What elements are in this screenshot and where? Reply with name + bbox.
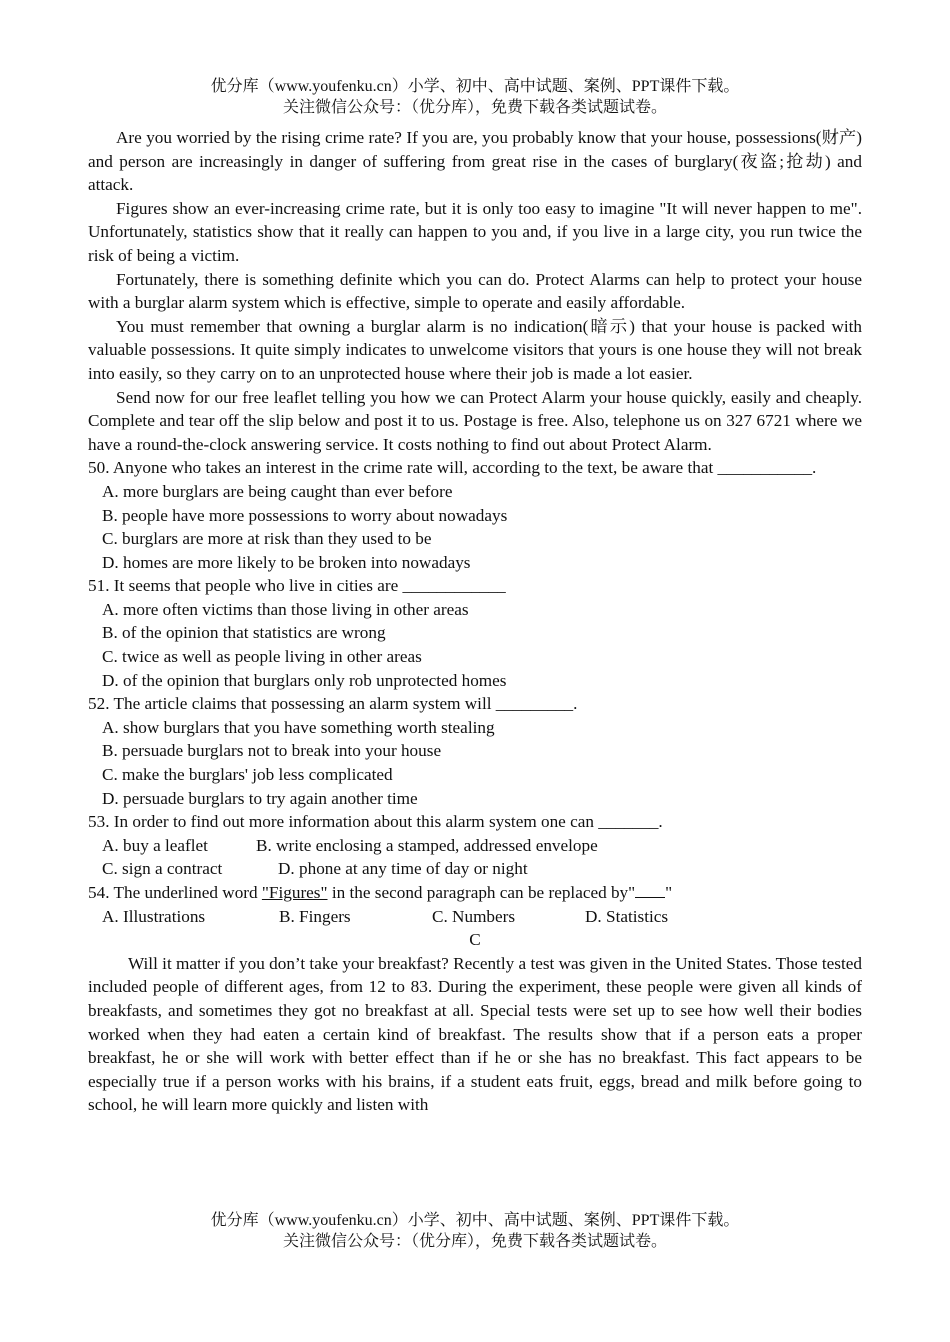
passage-paragraph-3: Fortunately, there is something definite which you can do. Protect Alarms can help to protect your house with a burglar alarm system which is effective, simple to operate and easily affordable. xyxy=(88,269,862,313)
passage-paragraph-4: You must remember that owning a burglar alarm is no indication(暗示) that your house is packed with valuable possessions. It quite simply indicates to unwelcome visitors that yours is one house they will not break into easily, so they carry on to an unprotected house where their job is made a lot easier. xyxy=(88,316,862,383)
passage-paragraph-5: Send now for our free leaflet telling you how we can Protect Alarm your house quickly, easily and cheaply. Complete and tear off the slip below and post it to us. Postage is free. Also, telephone us on 327 6721 where we have a round-the-clock answering service. It costs nothing to find out about Protect Alarm. xyxy=(88,387,862,454)
question-53-options-row-1 xyxy=(88,834,862,858)
question-52-stem: 52. The article claims that possessing an alarm system will _________. xyxy=(88,694,578,714)
passage-paragraph-1: Are you worried by the rising crime rate? If you are, you probably know that your house, possessions(财产) and person are increasingly in danger of suffering from great rise in the cases of burglary(夜盗;抢劫) and attack. xyxy=(88,128,862,195)
question-54-options-row xyxy=(88,905,862,929)
question-53-stem: 53. In order to find out more information about this alarm system one can _______. xyxy=(88,812,663,832)
question-52-option-c: C. make the burglars' job less complicated xyxy=(102,765,393,785)
question-51-option-d: D. of the opinion that burglars only rob unprotected homes xyxy=(102,670,507,690)
question-50-option-c: C. burglars are more at risk than they used to be xyxy=(102,529,432,549)
question-51-stem: 51. It seems that people who live in cities are ____________ xyxy=(88,576,506,596)
question-53-option-a: A. buy a leaflet xyxy=(102,835,208,855)
question-50-option-d: D. homes are more likely to be broken into nowadays xyxy=(102,552,471,572)
section-c-heading: C xyxy=(469,930,481,950)
question-54-option-a: A. Illustrations xyxy=(102,906,206,926)
answer-blank xyxy=(635,881,665,898)
question-53-option-d: D. phone at any time of day or night xyxy=(278,859,528,879)
footer-line-2: 关注微信公众号：（优分库），免费下载各类试题试卷。 xyxy=(282,1233,667,1250)
question-51-option-a: A. more often victims than those living in other areas xyxy=(102,599,469,619)
document-body xyxy=(88,126,862,1117)
question-53-options-row-2 xyxy=(88,857,862,881)
question-51-option-c: C. twice as well as people living in other areas xyxy=(102,647,422,667)
header-line-2: 关注微信公众号：（优分库），免费下载各类试题试卷。 xyxy=(282,99,667,116)
footer-line-1: 优分库（www.youfenku.cn）小学、初中、高中试题、案例、PPT课件下载。 xyxy=(210,1212,740,1229)
page-header xyxy=(0,76,950,118)
question-54-option-c: C. Numbers xyxy=(432,906,516,926)
section-c-paragraph: Will it matter if you don’t take your breakfast? Recently a test was given in the United States. Those tested included people of different ages, from 12 to 83. During the experiment, these people were given all kinds of breakfasts, and sometimes they got no breakfast at all. Special tests were set up to see how well their bodies worked when they had eaten a certain kind of breakfast. The results show that if a person eats a proper breakfast, he or she will work with better effect than if he or she has no breakfast. This fact appears to be especially true if a person works with his brains, if a student eats fruit, eggs, bread and milk before going to school, he will learn more quickly and listen with xyxy=(88,953,862,1115)
question-54-option-d: D. Statistics xyxy=(585,906,669,926)
question-51-option-b: B. of the opinion that statistics are wrong xyxy=(102,623,386,643)
question-50-option-a: A. more burglars are being caught than ever before xyxy=(102,481,453,501)
question-54-underlined-word: "Figures" xyxy=(261,883,328,902)
question-54-option-b: B. Fingers xyxy=(279,906,351,926)
question-54-stem-before: 54. The underlined word xyxy=(88,883,262,902)
question-52-option-d: D. persuade burglars to try again another time xyxy=(102,788,418,808)
question-54-stem xyxy=(88,881,862,905)
question-52-option-a: A. show burglars that you have something worth stealing xyxy=(102,717,495,737)
header-line-1: 优分库（www.youfenku.cn）小学、初中、高中试题、案例、PPT课件下载。 xyxy=(210,78,740,95)
question-53-option-b: B. write enclosing a stamped, addressed envelope xyxy=(256,835,598,855)
question-52-option-b: B. persuade burglars not to break into your house xyxy=(102,741,442,761)
question-50-stem: 50. Anyone who takes an interest in the crime rate will, according to the text, be aware that ___________. xyxy=(88,458,817,478)
passage-paragraph-2: Figures show an ever-increasing crime rate, but it is only too easy to imagine "It will never happen to me". Unfortunately, statistics show that it really can happen to you and, if you live in a large city, you run twice the risk of being a victim. xyxy=(88,198,862,265)
question-50-option-b: B. people have more possessions to worry about nowadays xyxy=(102,505,508,525)
question-54-stem-after: in the second paragraph can be replaced by" xyxy=(327,883,636,902)
question-53-option-c: C. sign a contract xyxy=(102,859,223,879)
page-footer xyxy=(0,1210,950,1252)
question-54-stem-end: " xyxy=(665,883,673,902)
